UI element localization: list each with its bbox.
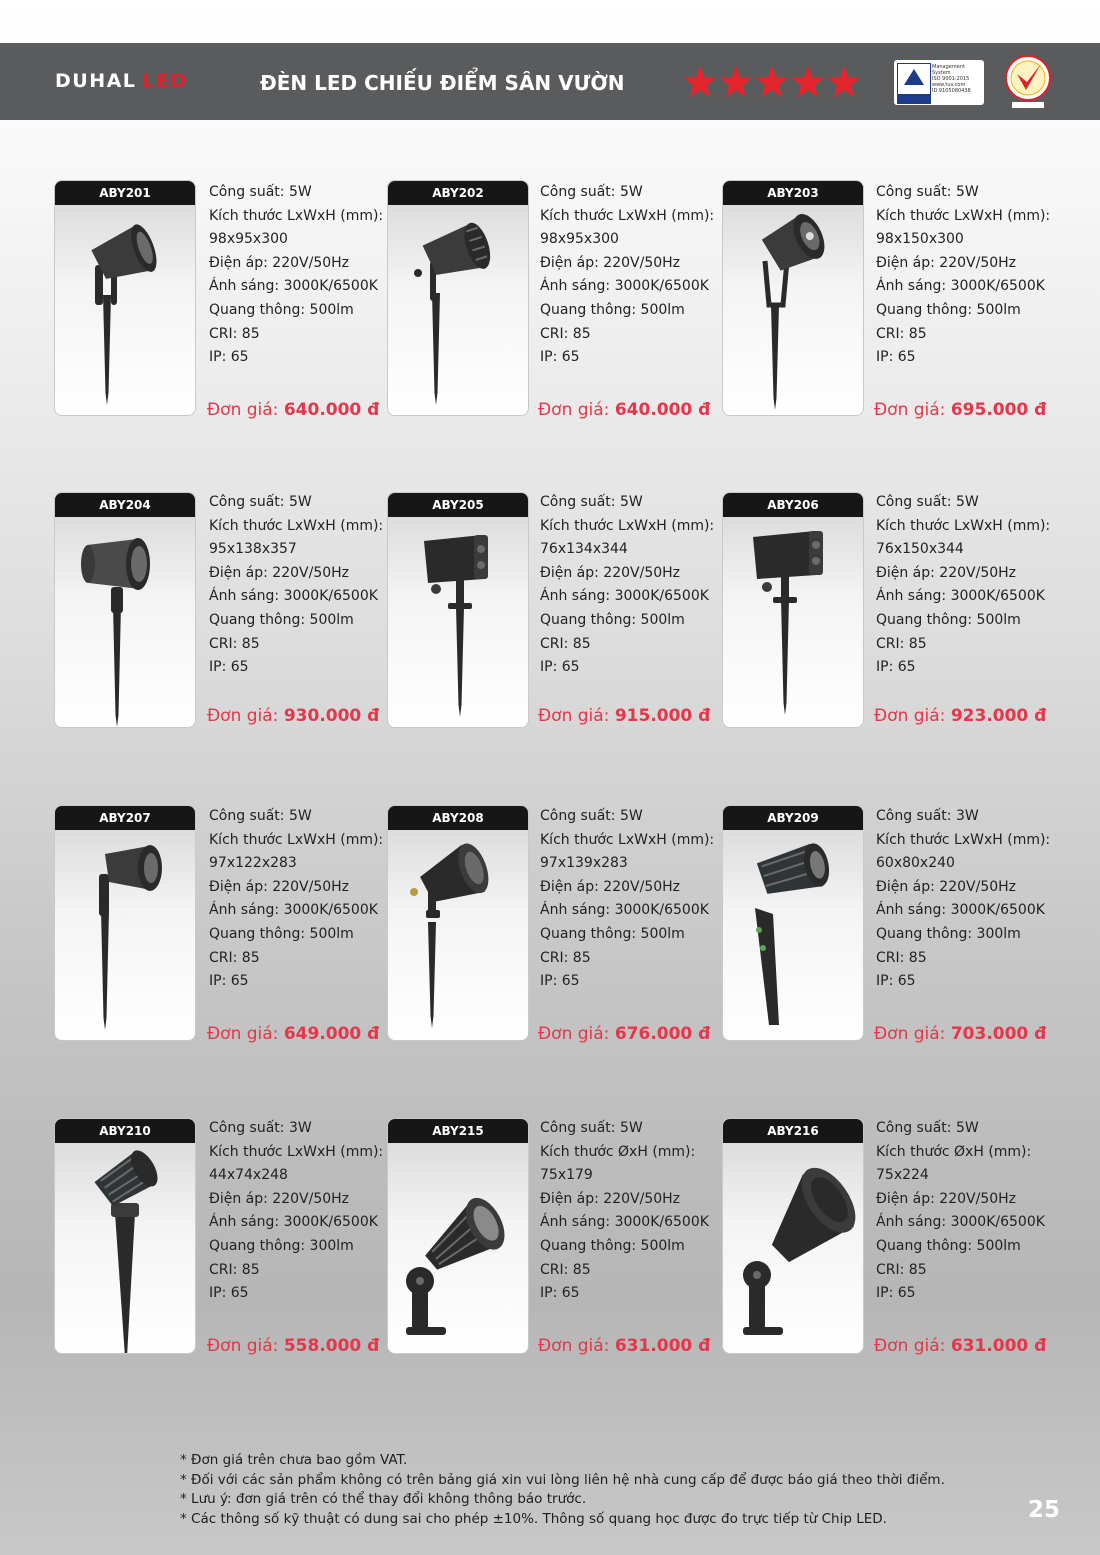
product-code: ABY209 bbox=[723, 806, 863, 830]
product-specs bbox=[876, 181, 1051, 370]
spec-line: Kích thước LxWxH (mm): bbox=[540, 207, 715, 224]
footnote: * Lưu ý: đơn giá trên có thể thay đổi không thông báo trước. bbox=[180, 1491, 587, 1507]
spike-spotlight-icon bbox=[388, 830, 528, 1040]
spec-line: Kích thước LxWxH (mm): bbox=[209, 207, 384, 224]
spec-line: Công suất: 3W bbox=[209, 1120, 312, 1136]
spec-line: Quang thông: 500lm bbox=[876, 301, 1021, 318]
product-price bbox=[874, 1336, 1046, 1356]
spec-line: IP: 65 bbox=[540, 1285, 580, 1302]
spec-line: CRI: 85 bbox=[209, 1261, 260, 1278]
brand-logo bbox=[55, 70, 188, 92]
spec-line: Điện áp: 220V/50Hz bbox=[209, 254, 350, 271]
product-code: ABY215 bbox=[388, 1119, 528, 1143]
spike-spotlight-icon bbox=[388, 205, 528, 415]
spec-line: Công suất: 5W bbox=[540, 1120, 643, 1136]
product-code: ABY210 bbox=[55, 1119, 195, 1143]
spec-line: IP: 65 bbox=[540, 659, 580, 676]
spike-spotlight-icon bbox=[388, 517, 528, 727]
spec-line: Quang thông: 500lm bbox=[209, 611, 354, 628]
spec-line: Kích thước LxWxH (mm): bbox=[209, 1143, 384, 1160]
star-icon bbox=[683, 66, 716, 98]
spec-line: Điện áp: 220V/50Hz bbox=[540, 1190, 681, 1207]
spec-line: Công suất: 5W bbox=[876, 184, 979, 200]
price-value: 640.000 đ bbox=[614, 400, 711, 420]
spec-line: Điện áp: 220V/50Hz bbox=[209, 878, 350, 895]
rating-stars bbox=[682, 63, 862, 101]
footnote: * Các thông số kỹ thuật có dung sai cho phép ±10%. Thông số quang học được đo trực tiếp từ Chip LED. bbox=[180, 1510, 887, 1527]
spec-line: Ánh sáng: 3000K/6500K bbox=[209, 902, 378, 919]
spec-line: Ánh sáng: 3000K/6500K bbox=[876, 588, 1045, 605]
spec-line: IP: 65 bbox=[540, 349, 580, 366]
price-value: 703.000 đ bbox=[950, 1024, 1047, 1044]
product-specs bbox=[876, 1117, 1051, 1306]
product-specs bbox=[876, 491, 1051, 680]
footnotes bbox=[180, 1451, 945, 1529]
product-card bbox=[723, 493, 863, 727]
spec-line: CRI: 85 bbox=[876, 325, 927, 342]
spec-line: 75x224 bbox=[876, 1167, 929, 1184]
product-price bbox=[538, 706, 710, 726]
spec-line: Công suất: 3W bbox=[876, 808, 979, 824]
star-icon bbox=[791, 66, 824, 98]
spec-line: 98x150x300 bbox=[876, 231, 964, 248]
page-number: 25 bbox=[1028, 1497, 1061, 1523]
spec-line: CRI: 85 bbox=[209, 635, 260, 652]
product-price bbox=[207, 1336, 379, 1356]
price-label: Đơn giá: bbox=[538, 1336, 610, 1356]
spec-line: Công suất: 5W bbox=[876, 1120, 979, 1136]
product-card bbox=[723, 181, 863, 415]
product-specs bbox=[540, 181, 715, 370]
product-price bbox=[207, 400, 379, 420]
product-code: ABY216 bbox=[723, 1119, 863, 1143]
price-value: 923.000 đ bbox=[950, 706, 1047, 726]
product-card bbox=[55, 181, 195, 415]
spec-line: 76x134x344 bbox=[540, 541, 628, 558]
spec-line: Điện áp: 220V/50Hz bbox=[876, 564, 1017, 581]
vietnam-high-quality-badge bbox=[1003, 54, 1053, 112]
spec-line: Kích thước LxWxH (mm): bbox=[876, 517, 1051, 534]
product-code: ABY208 bbox=[388, 806, 528, 830]
product-specs bbox=[209, 491, 384, 680]
spike-spotlight-icon bbox=[723, 830, 863, 1040]
product-code: ABY202 bbox=[388, 181, 528, 205]
spec-line: Kích thước LxWxH (mm): bbox=[540, 831, 715, 848]
spec-line: Kích thước LxWxH (mm): bbox=[876, 831, 1051, 848]
spec-line: Quang thông: 300lm bbox=[876, 925, 1021, 942]
product-price bbox=[207, 706, 379, 726]
spike-spotlight-icon bbox=[55, 205, 195, 415]
product-price bbox=[538, 1024, 710, 1044]
tuv-certification-logo bbox=[894, 60, 984, 105]
spec-line: CRI: 85 bbox=[876, 1261, 927, 1278]
spec-line: Quang thông: 500lm bbox=[209, 925, 354, 942]
product-code: ABY203 bbox=[723, 181, 863, 205]
spec-line: CRI: 85 bbox=[209, 949, 260, 966]
spec-line: CRI: 85 bbox=[540, 949, 591, 966]
spec-line: Công suất: 5W bbox=[209, 184, 312, 200]
spike-spotlight-icon bbox=[55, 517, 195, 727]
footnote: * Đơn giá trên chưa bao gồm VAT. bbox=[180, 1452, 408, 1468]
footnote: * Đối với các sản phẩm không có trên bảng giá xin vui lòng liên hệ nhà cung cấp để được báo giá theo thời điểm. bbox=[180, 1471, 945, 1488]
spec-line: Ánh sáng: 3000K/6500K bbox=[209, 588, 378, 605]
brand-accent: LED bbox=[142, 70, 188, 92]
product-card bbox=[55, 806, 195, 1040]
page-title: ĐÈN LED CHIẾU ĐIỂM SÂN VƯỜN bbox=[260, 71, 625, 95]
price-value: 915.000 đ bbox=[614, 706, 711, 726]
product-specs bbox=[209, 1117, 384, 1306]
price-value: 631.000 đ bbox=[614, 1336, 711, 1356]
spike-spotlight-icon bbox=[723, 517, 863, 727]
spec-line: CRI: 85 bbox=[876, 949, 927, 966]
spec-line: Ánh sáng: 3000K/6500K bbox=[540, 902, 709, 919]
spec-line: CRI: 85 bbox=[540, 635, 591, 652]
spec-line: IP: 65 bbox=[876, 1285, 916, 1302]
tuv-certificate-text bbox=[932, 64, 982, 94]
product-code: ABY207 bbox=[55, 806, 195, 830]
spec-line: Điện áp: 220V/50Hz bbox=[209, 1190, 350, 1207]
spec-line: IP: 65 bbox=[876, 349, 916, 366]
spec-line: Kích thước LxWxH (mm): bbox=[209, 517, 384, 534]
spike-spotlight-icon bbox=[55, 830, 195, 1040]
spec-line: Quang thông: 500lm bbox=[540, 925, 685, 942]
product-specs bbox=[209, 181, 384, 370]
spec-line: Công suất: 5W bbox=[209, 808, 312, 824]
spec-line: 95x138x357 bbox=[209, 541, 297, 558]
price-value: 558.000 đ bbox=[283, 1336, 380, 1356]
spec-line: IP: 65 bbox=[209, 973, 249, 990]
price-label: Đơn giá: bbox=[207, 706, 279, 726]
price-label: Đơn giá: bbox=[538, 706, 610, 726]
product-specs bbox=[540, 805, 715, 994]
spec-line: CRI: 85 bbox=[876, 635, 927, 652]
price-label: Đơn giá: bbox=[874, 1336, 946, 1356]
product-price bbox=[538, 400, 710, 420]
spec-line: Công suất: 5W bbox=[540, 808, 643, 824]
spec-line: Công suất: 5W bbox=[540, 184, 643, 200]
spec-line: Ánh sáng: 3000K/6500K bbox=[540, 278, 709, 295]
product-code: ABY205 bbox=[388, 493, 528, 517]
product-price bbox=[538, 1336, 710, 1356]
spike-spotlight-icon bbox=[55, 1143, 195, 1353]
price-value: 649.000 đ bbox=[283, 1024, 380, 1044]
spec-line: 97x139x283 bbox=[540, 855, 628, 872]
spec-line: Ánh sáng: 3000K/6500K bbox=[209, 278, 378, 295]
page-header bbox=[0, 43, 1100, 120]
spec-line: Điện áp: 220V/50Hz bbox=[540, 564, 681, 581]
spec-line: Điện áp: 220V/50Hz bbox=[209, 564, 350, 581]
spec-line: Ánh sáng: 3000K/6500K bbox=[876, 278, 1045, 295]
spec-line: Quang thông: 300lm bbox=[209, 1237, 354, 1254]
spec-line: Điện áp: 220V/50Hz bbox=[876, 878, 1017, 895]
spec-line: Quang thông: 500lm bbox=[876, 611, 1021, 628]
spec-line: IP: 65 bbox=[209, 1285, 249, 1302]
spec-line: Ánh sáng: 3000K/6500K bbox=[876, 1214, 1045, 1231]
tuv-text-line: ID 9105080438 bbox=[932, 88, 971, 94]
product-code: ABY206 bbox=[723, 493, 863, 517]
spec-line: CRI: 85 bbox=[540, 325, 591, 342]
product-card bbox=[55, 1119, 195, 1353]
spec-line: Điện áp: 220V/50Hz bbox=[876, 1190, 1017, 1207]
price-label: Đơn giá: bbox=[874, 706, 946, 726]
tuv-text-line: Management bbox=[932, 64, 965, 70]
spec-line: Kích thước ØxH (mm): bbox=[540, 1143, 696, 1160]
spec-line: CRI: 85 bbox=[209, 325, 260, 342]
price-label: Đơn giá: bbox=[874, 400, 946, 420]
spec-line: 97x122x283 bbox=[209, 855, 297, 872]
product-card bbox=[723, 806, 863, 1040]
spec-line: Điện áp: 220V/50Hz bbox=[540, 254, 681, 271]
base-spotlight-icon bbox=[723, 1143, 863, 1353]
star-icon bbox=[827, 66, 860, 98]
spec-line: Điện áp: 220V/50Hz bbox=[540, 878, 681, 895]
product-card bbox=[723, 1119, 863, 1353]
spec-line: Kích thước LxWxH (mm): bbox=[876, 207, 1051, 224]
product-specs bbox=[209, 805, 384, 994]
price-label: Đơn giá: bbox=[207, 1336, 279, 1356]
price-value: 676.000 đ bbox=[614, 1024, 711, 1044]
product-price bbox=[874, 706, 1046, 726]
spec-line: 44x74x248 bbox=[209, 1167, 288, 1184]
price-value: 930.000 đ bbox=[283, 706, 380, 726]
spec-line: Công suất: 5W bbox=[876, 494, 979, 510]
spec-line: Quang thông: 500lm bbox=[540, 611, 685, 628]
spec-line: IP: 65 bbox=[876, 973, 916, 990]
product-specs bbox=[540, 1117, 715, 1306]
brand-main: DUHAL bbox=[55, 70, 137, 92]
price-value: 631.000 đ bbox=[950, 1336, 1047, 1356]
spike-spotlight-icon bbox=[723, 205, 863, 415]
tuv-mark-icon bbox=[897, 63, 931, 104]
spec-line: Ánh sáng: 3000K/6500K bbox=[876, 902, 1045, 919]
spec-line: 98x95x300 bbox=[540, 231, 619, 248]
spec-line: CRI: 85 bbox=[540, 1261, 591, 1278]
product-price bbox=[874, 1024, 1046, 1044]
price-value: 695.000 đ bbox=[950, 400, 1047, 420]
spec-line: Ánh sáng: 3000K/6500K bbox=[540, 1214, 709, 1231]
product-card bbox=[388, 1119, 528, 1353]
spec-line: Ánh sáng: 3000K/6500K bbox=[209, 1214, 378, 1231]
spec-line: Quang thông: 500lm bbox=[209, 301, 354, 318]
spec-line: Kích thước LxWxH (mm): bbox=[209, 831, 384, 848]
price-label: Đơn giá: bbox=[207, 400, 279, 420]
spec-line: Ánh sáng: 3000K/6500K bbox=[540, 588, 709, 605]
spec-line: Quang thông: 500lm bbox=[540, 1237, 685, 1254]
product-price bbox=[874, 400, 1046, 420]
spec-line: IP: 65 bbox=[209, 349, 249, 366]
product-card bbox=[55, 493, 195, 727]
tuv-text-line: ISO 9001:2015 bbox=[932, 76, 970, 82]
star-icon bbox=[755, 66, 788, 98]
spec-line: Công suất: 5W bbox=[540, 494, 643, 510]
price-label: Đơn giá: bbox=[874, 1024, 946, 1044]
spec-line: Quang thông: 500lm bbox=[876, 1237, 1021, 1254]
product-specs bbox=[540, 491, 715, 680]
product-card bbox=[388, 806, 528, 1040]
product-card bbox=[388, 493, 528, 727]
spec-line: 76x150x344 bbox=[876, 541, 964, 558]
product-code: ABY201 bbox=[55, 181, 195, 205]
tuv-text-line: System bbox=[932, 70, 951, 76]
product-price bbox=[207, 1024, 379, 1044]
spec-line: 98x95x300 bbox=[209, 231, 288, 248]
spec-line: 60x80x240 bbox=[876, 855, 955, 872]
spec-line: IP: 65 bbox=[540, 973, 580, 990]
spec-line: IP: 65 bbox=[209, 659, 249, 676]
star-icon bbox=[719, 66, 752, 98]
spec-line: Công suất: 5W bbox=[209, 494, 312, 510]
spec-line: Quang thông: 500lm bbox=[540, 301, 685, 318]
spec-line: IP: 65 bbox=[876, 659, 916, 676]
base-spotlight-icon bbox=[388, 1143, 528, 1353]
spec-line: Điện áp: 220V/50Hz bbox=[876, 254, 1017, 271]
spec-line: 75x179 bbox=[540, 1167, 593, 1184]
price-label: Đơn giá: bbox=[207, 1024, 279, 1044]
tuv-text-line: www.tuv.com bbox=[932, 82, 966, 88]
spec-line: Kích thước ØxH (mm): bbox=[876, 1143, 1032, 1160]
price-label: Đơn giá: bbox=[538, 400, 610, 420]
product-code: ABY204 bbox=[55, 493, 195, 517]
price-value: 640.000 đ bbox=[283, 400, 380, 420]
product-specs bbox=[876, 805, 1051, 994]
product-card bbox=[388, 181, 528, 415]
price-label: Đơn giá: bbox=[538, 1024, 610, 1044]
spec-line: Kích thước LxWxH (mm): bbox=[540, 517, 715, 534]
